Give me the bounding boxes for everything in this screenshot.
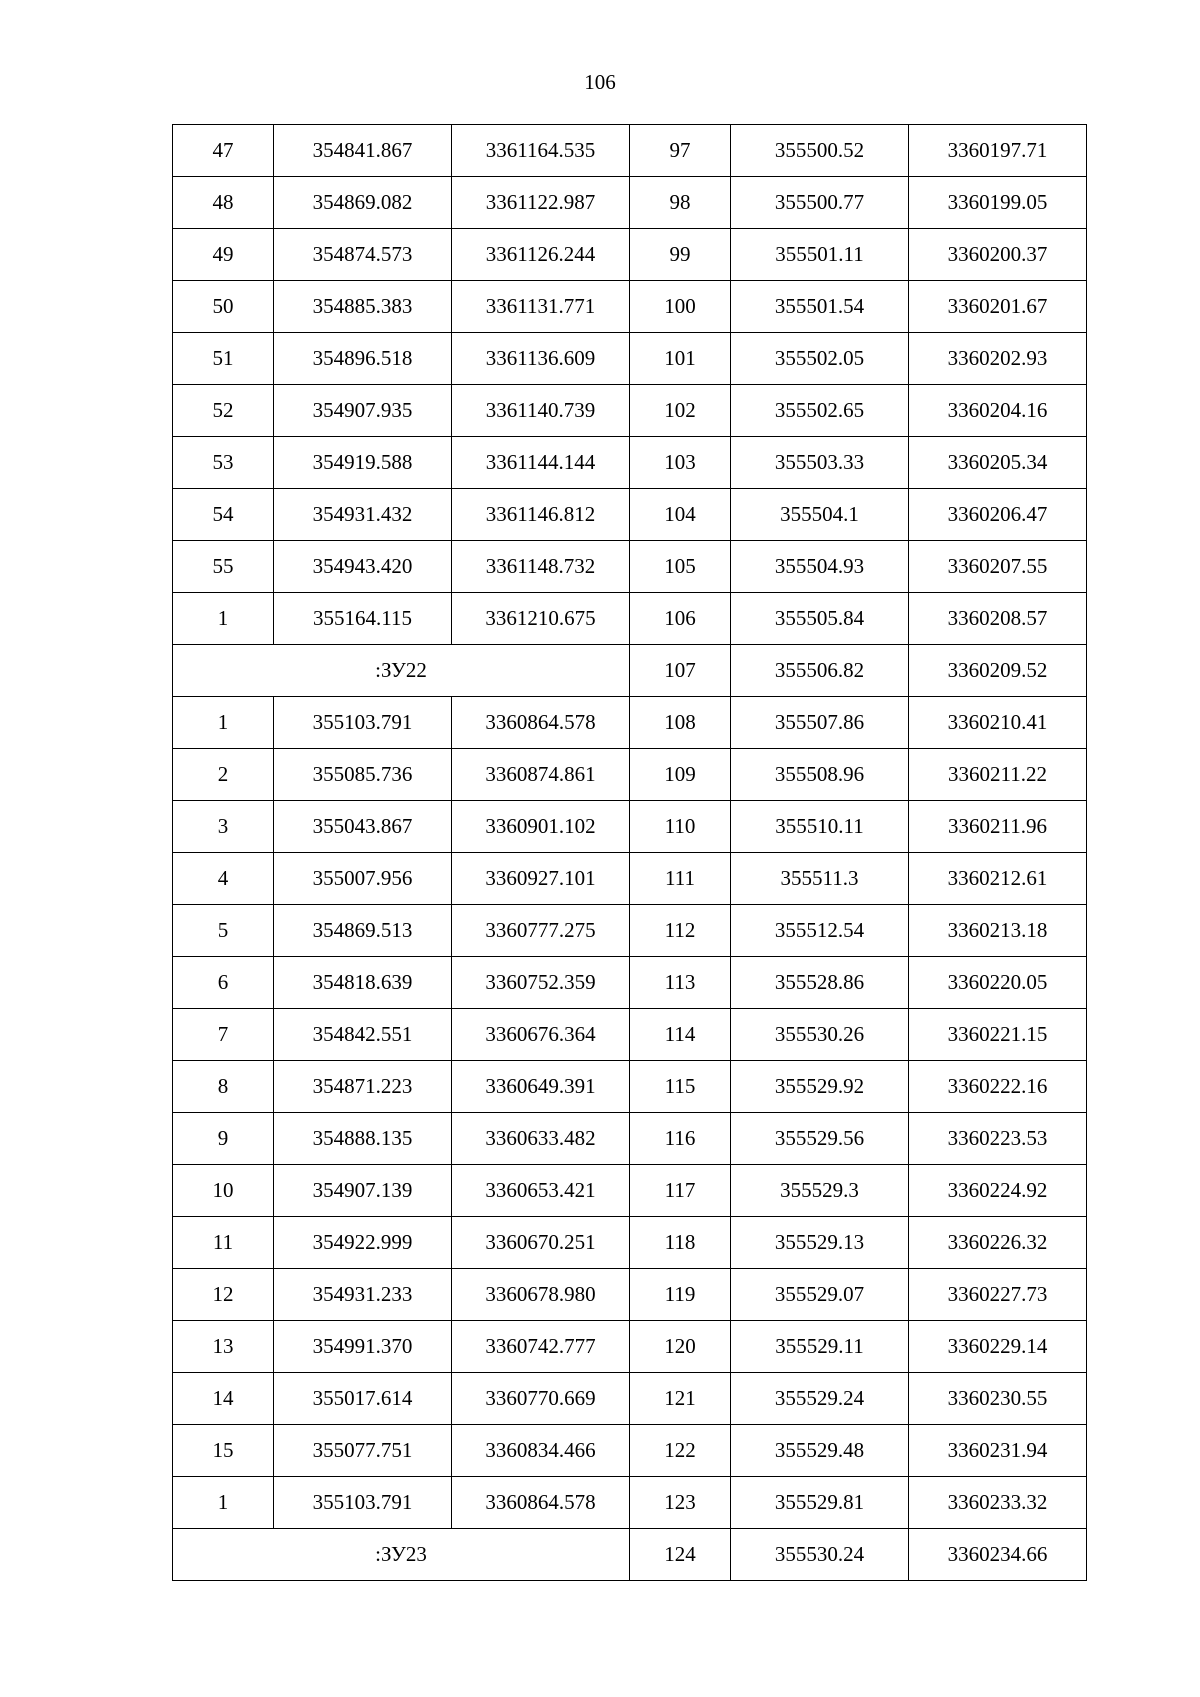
right-point-number: 111 [630, 853, 731, 905]
left-y-coordinate: 3361140.739 [452, 385, 630, 437]
left-x-coordinate: 354922.999 [274, 1217, 452, 1269]
left-x-coordinate: 355164.115 [274, 593, 452, 645]
right-point-number: 120 [630, 1321, 731, 1373]
right-point-number: 100 [630, 281, 731, 333]
right-x-coordinate: 355529.3 [731, 1165, 909, 1217]
left-x-coordinate: 354931.432 [274, 489, 452, 541]
left-point-number: 1 [173, 593, 274, 645]
right-x-coordinate: 355510.11 [731, 801, 909, 853]
table-row [173, 801, 1087, 853]
right-y-coordinate: 3360205.34 [909, 437, 1087, 489]
left-y-coordinate: 3360633.482 [452, 1113, 630, 1165]
left-x-coordinate: 354907.935 [274, 385, 452, 437]
left-y-coordinate: 3361136.609 [452, 333, 630, 385]
left-point-number: 55 [173, 541, 274, 593]
left-point-number: 10 [173, 1165, 274, 1217]
right-point-number: 110 [630, 801, 731, 853]
right-y-coordinate: 3360213.18 [909, 905, 1087, 957]
right-y-coordinate: 3360229.14 [909, 1321, 1087, 1373]
left-y-coordinate: 3360777.275 [452, 905, 630, 957]
right-y-coordinate: 3360226.32 [909, 1217, 1087, 1269]
right-y-coordinate: 3360220.05 [909, 957, 1087, 1009]
right-point-number: 113 [630, 957, 731, 1009]
left-y-coordinate: 3360678.980 [452, 1269, 630, 1321]
left-x-coordinate: 354896.518 [274, 333, 452, 385]
table-row [173, 1217, 1087, 1269]
right-point-number: 102 [630, 385, 731, 437]
right-y-coordinate: 3360233.32 [909, 1477, 1087, 1529]
table-row [173, 697, 1087, 749]
left-point-number: 8 [173, 1061, 274, 1113]
left-point-number: 48 [173, 177, 274, 229]
right-point-number: 103 [630, 437, 731, 489]
left-x-coordinate: 354919.588 [274, 437, 452, 489]
right-point-number: 106 [630, 593, 731, 645]
table-row [173, 1269, 1087, 1321]
left-y-coordinate: 3361146.812 [452, 489, 630, 541]
right-x-coordinate: 355507.86 [731, 697, 909, 749]
right-point-number: 117 [630, 1165, 731, 1217]
table-row [173, 957, 1087, 1009]
right-y-coordinate: 3360197.71 [909, 125, 1087, 177]
left-x-coordinate: 355043.867 [274, 801, 452, 853]
table-row [173, 385, 1087, 437]
left-x-coordinate: 355103.791 [274, 1477, 452, 1529]
right-y-coordinate: 3360204.16 [909, 385, 1087, 437]
right-x-coordinate: 355530.26 [731, 1009, 909, 1061]
left-x-coordinate: 355017.614 [274, 1373, 452, 1425]
left-point-number: 53 [173, 437, 274, 489]
table-row [173, 1425, 1087, 1477]
table-row [173, 125, 1087, 177]
left-point-number: 4 [173, 853, 274, 905]
right-x-coordinate: 355500.52 [731, 125, 909, 177]
right-y-coordinate: 3360211.96 [909, 801, 1087, 853]
right-x-coordinate: 355530.24 [731, 1529, 909, 1581]
left-y-coordinate: 3361144.144 [452, 437, 630, 489]
right-point-number: 114 [630, 1009, 731, 1061]
left-point-number: 7 [173, 1009, 274, 1061]
right-point-number: 109 [630, 749, 731, 801]
left-point-number: 9 [173, 1113, 274, 1165]
left-point-number: 6 [173, 957, 274, 1009]
left-x-coordinate: 355103.791 [274, 697, 452, 749]
left-y-coordinate: 3360864.578 [452, 1477, 630, 1529]
left-point-number: 1 [173, 1477, 274, 1529]
right-x-coordinate: 355506.82 [731, 645, 909, 697]
right-y-coordinate: 3360224.92 [909, 1165, 1087, 1217]
left-x-coordinate: 354888.135 [274, 1113, 452, 1165]
left-y-coordinate: 3361126.244 [452, 229, 630, 281]
right-y-coordinate: 3360210.41 [909, 697, 1087, 749]
right-y-coordinate: 3360207.55 [909, 541, 1087, 593]
table-row [173, 1321, 1087, 1373]
right-point-number: 104 [630, 489, 731, 541]
left-x-coordinate: 354885.383 [274, 281, 452, 333]
right-y-coordinate: 3360208.57 [909, 593, 1087, 645]
table-row [173, 177, 1087, 229]
right-x-coordinate: 355529.81 [731, 1477, 909, 1529]
right-y-coordinate: 3360211.22 [909, 749, 1087, 801]
left-point-number: 52 [173, 385, 274, 437]
right-point-number: 118 [630, 1217, 731, 1269]
left-y-coordinate: 3360676.364 [452, 1009, 630, 1061]
right-point-number: 105 [630, 541, 731, 593]
table-row [173, 1529, 1087, 1581]
right-x-coordinate: 355504.93 [731, 541, 909, 593]
right-y-coordinate: 3360200.37 [909, 229, 1087, 281]
right-y-coordinate: 3360209.52 [909, 645, 1087, 697]
right-point-number: 101 [630, 333, 731, 385]
right-point-number: 107 [630, 645, 731, 697]
section-label: :ЗУ22 [173, 645, 630, 697]
right-x-coordinate: 355529.11 [731, 1321, 909, 1373]
table-row [173, 489, 1087, 541]
right-x-coordinate: 355501.54 [731, 281, 909, 333]
left-x-coordinate: 354841.867 [274, 125, 452, 177]
left-point-number: 50 [173, 281, 274, 333]
section-label: :ЗУ23 [173, 1529, 630, 1581]
left-y-coordinate: 3360864.578 [452, 697, 630, 749]
right-x-coordinate: 355529.56 [731, 1113, 909, 1165]
right-y-coordinate: 3360212.61 [909, 853, 1087, 905]
right-y-coordinate: 3360221.15 [909, 1009, 1087, 1061]
table-row [173, 1165, 1087, 1217]
left-point-number: 51 [173, 333, 274, 385]
table-row [173, 1113, 1087, 1165]
right-y-coordinate: 3360231.94 [909, 1425, 1087, 1477]
right-point-number: 116 [630, 1113, 731, 1165]
left-point-number: 5 [173, 905, 274, 957]
right-y-coordinate: 3360199.05 [909, 177, 1087, 229]
right-y-coordinate: 3360202.93 [909, 333, 1087, 385]
right-point-number: 115 [630, 1061, 731, 1113]
right-point-number: 122 [630, 1425, 731, 1477]
left-y-coordinate: 3360770.669 [452, 1373, 630, 1425]
left-x-coordinate: 354874.573 [274, 229, 452, 281]
right-x-coordinate: 355528.86 [731, 957, 909, 1009]
right-point-number: 119 [630, 1269, 731, 1321]
left-x-coordinate: 354842.551 [274, 1009, 452, 1061]
right-y-coordinate: 3360222.16 [909, 1061, 1087, 1113]
right-x-coordinate: 355529.92 [731, 1061, 909, 1113]
left-point-number: 2 [173, 749, 274, 801]
left-y-coordinate: 3360901.102 [452, 801, 630, 853]
left-x-coordinate: 354931.233 [274, 1269, 452, 1321]
right-y-coordinate: 3360201.67 [909, 281, 1087, 333]
table-row [173, 1477, 1087, 1529]
table-row [173, 281, 1087, 333]
right-x-coordinate: 355511.3 [731, 853, 909, 905]
coordinates-table-body [173, 125, 1087, 1581]
right-point-number: 98 [630, 177, 731, 229]
table-row [173, 905, 1087, 957]
right-x-coordinate: 355529.48 [731, 1425, 909, 1477]
right-point-number: 97 [630, 125, 731, 177]
table-row [173, 853, 1087, 905]
right-x-coordinate: 355508.96 [731, 749, 909, 801]
left-y-coordinate: 3361148.732 [452, 541, 630, 593]
left-y-coordinate: 3360927.101 [452, 853, 630, 905]
left-point-number: 13 [173, 1321, 274, 1373]
left-y-coordinate: 3360649.391 [452, 1061, 630, 1113]
right-y-coordinate: 3360206.47 [909, 489, 1087, 541]
left-point-number: 11 [173, 1217, 274, 1269]
table-row [173, 749, 1087, 801]
right-y-coordinate: 3360234.66 [909, 1529, 1087, 1581]
left-y-coordinate: 3361164.535 [452, 125, 630, 177]
table-row [173, 593, 1087, 645]
table-row [173, 1009, 1087, 1061]
left-x-coordinate: 355007.956 [274, 853, 452, 905]
table-row [173, 229, 1087, 281]
right-x-coordinate: 355500.77 [731, 177, 909, 229]
left-point-number: 3 [173, 801, 274, 853]
left-y-coordinate: 3360834.466 [452, 1425, 630, 1477]
right-point-number: 123 [630, 1477, 731, 1529]
left-x-coordinate: 354869.513 [274, 905, 452, 957]
right-point-number: 124 [630, 1529, 731, 1581]
left-x-coordinate: 354871.223 [274, 1061, 452, 1113]
right-y-coordinate: 3360227.73 [909, 1269, 1087, 1321]
right-x-coordinate: 355501.11 [731, 229, 909, 281]
right-x-coordinate: 355529.07 [731, 1269, 909, 1321]
left-y-coordinate: 3360653.421 [452, 1165, 630, 1217]
left-x-coordinate: 354991.370 [274, 1321, 452, 1373]
right-x-coordinate: 355529.24 [731, 1373, 909, 1425]
right-x-coordinate: 355503.33 [731, 437, 909, 489]
left-y-coordinate: 3360752.359 [452, 957, 630, 1009]
left-x-coordinate: 354818.639 [274, 957, 452, 1009]
page-number: 106 [584, 70, 616, 94]
left-x-coordinate: 355077.751 [274, 1425, 452, 1477]
right-x-coordinate: 355502.65 [731, 385, 909, 437]
right-x-coordinate: 355502.05 [731, 333, 909, 385]
right-x-coordinate: 355529.13 [731, 1217, 909, 1269]
left-point-number: 49 [173, 229, 274, 281]
right-y-coordinate: 3360223.53 [909, 1113, 1087, 1165]
left-point-number: 47 [173, 125, 274, 177]
left-x-coordinate: 354869.082 [274, 177, 452, 229]
left-point-number: 54 [173, 489, 274, 541]
left-y-coordinate: 3361210.675 [452, 593, 630, 645]
right-x-coordinate: 355504.1 [731, 489, 909, 541]
table-row [173, 1061, 1087, 1113]
table-row [173, 541, 1087, 593]
left-y-coordinate: 3361131.771 [452, 281, 630, 333]
left-y-coordinate: 3361122.987 [452, 177, 630, 229]
table-row [173, 645, 1087, 697]
left-x-coordinate: 355085.736 [274, 749, 452, 801]
left-point-number: 12 [173, 1269, 274, 1321]
coordinates-table [172, 124, 1087, 1581]
table-row [173, 437, 1087, 489]
right-x-coordinate: 355512.54 [731, 905, 909, 957]
right-point-number: 121 [630, 1373, 731, 1425]
table-row [173, 1373, 1087, 1425]
left-point-number: 14 [173, 1373, 274, 1425]
left-y-coordinate: 3360670.251 [452, 1217, 630, 1269]
left-y-coordinate: 3360874.861 [452, 749, 630, 801]
right-point-number: 112 [630, 905, 731, 957]
left-y-coordinate: 3360742.777 [452, 1321, 630, 1373]
left-x-coordinate: 354907.139 [274, 1165, 452, 1217]
table-row [173, 333, 1087, 385]
right-point-number: 108 [630, 697, 731, 749]
right-point-number: 99 [630, 229, 731, 281]
right-x-coordinate: 355505.84 [731, 593, 909, 645]
left-x-coordinate: 354943.420 [274, 541, 452, 593]
right-y-coordinate: 3360230.55 [909, 1373, 1087, 1425]
left-point-number: 1 [173, 697, 274, 749]
left-point-number: 15 [173, 1425, 274, 1477]
